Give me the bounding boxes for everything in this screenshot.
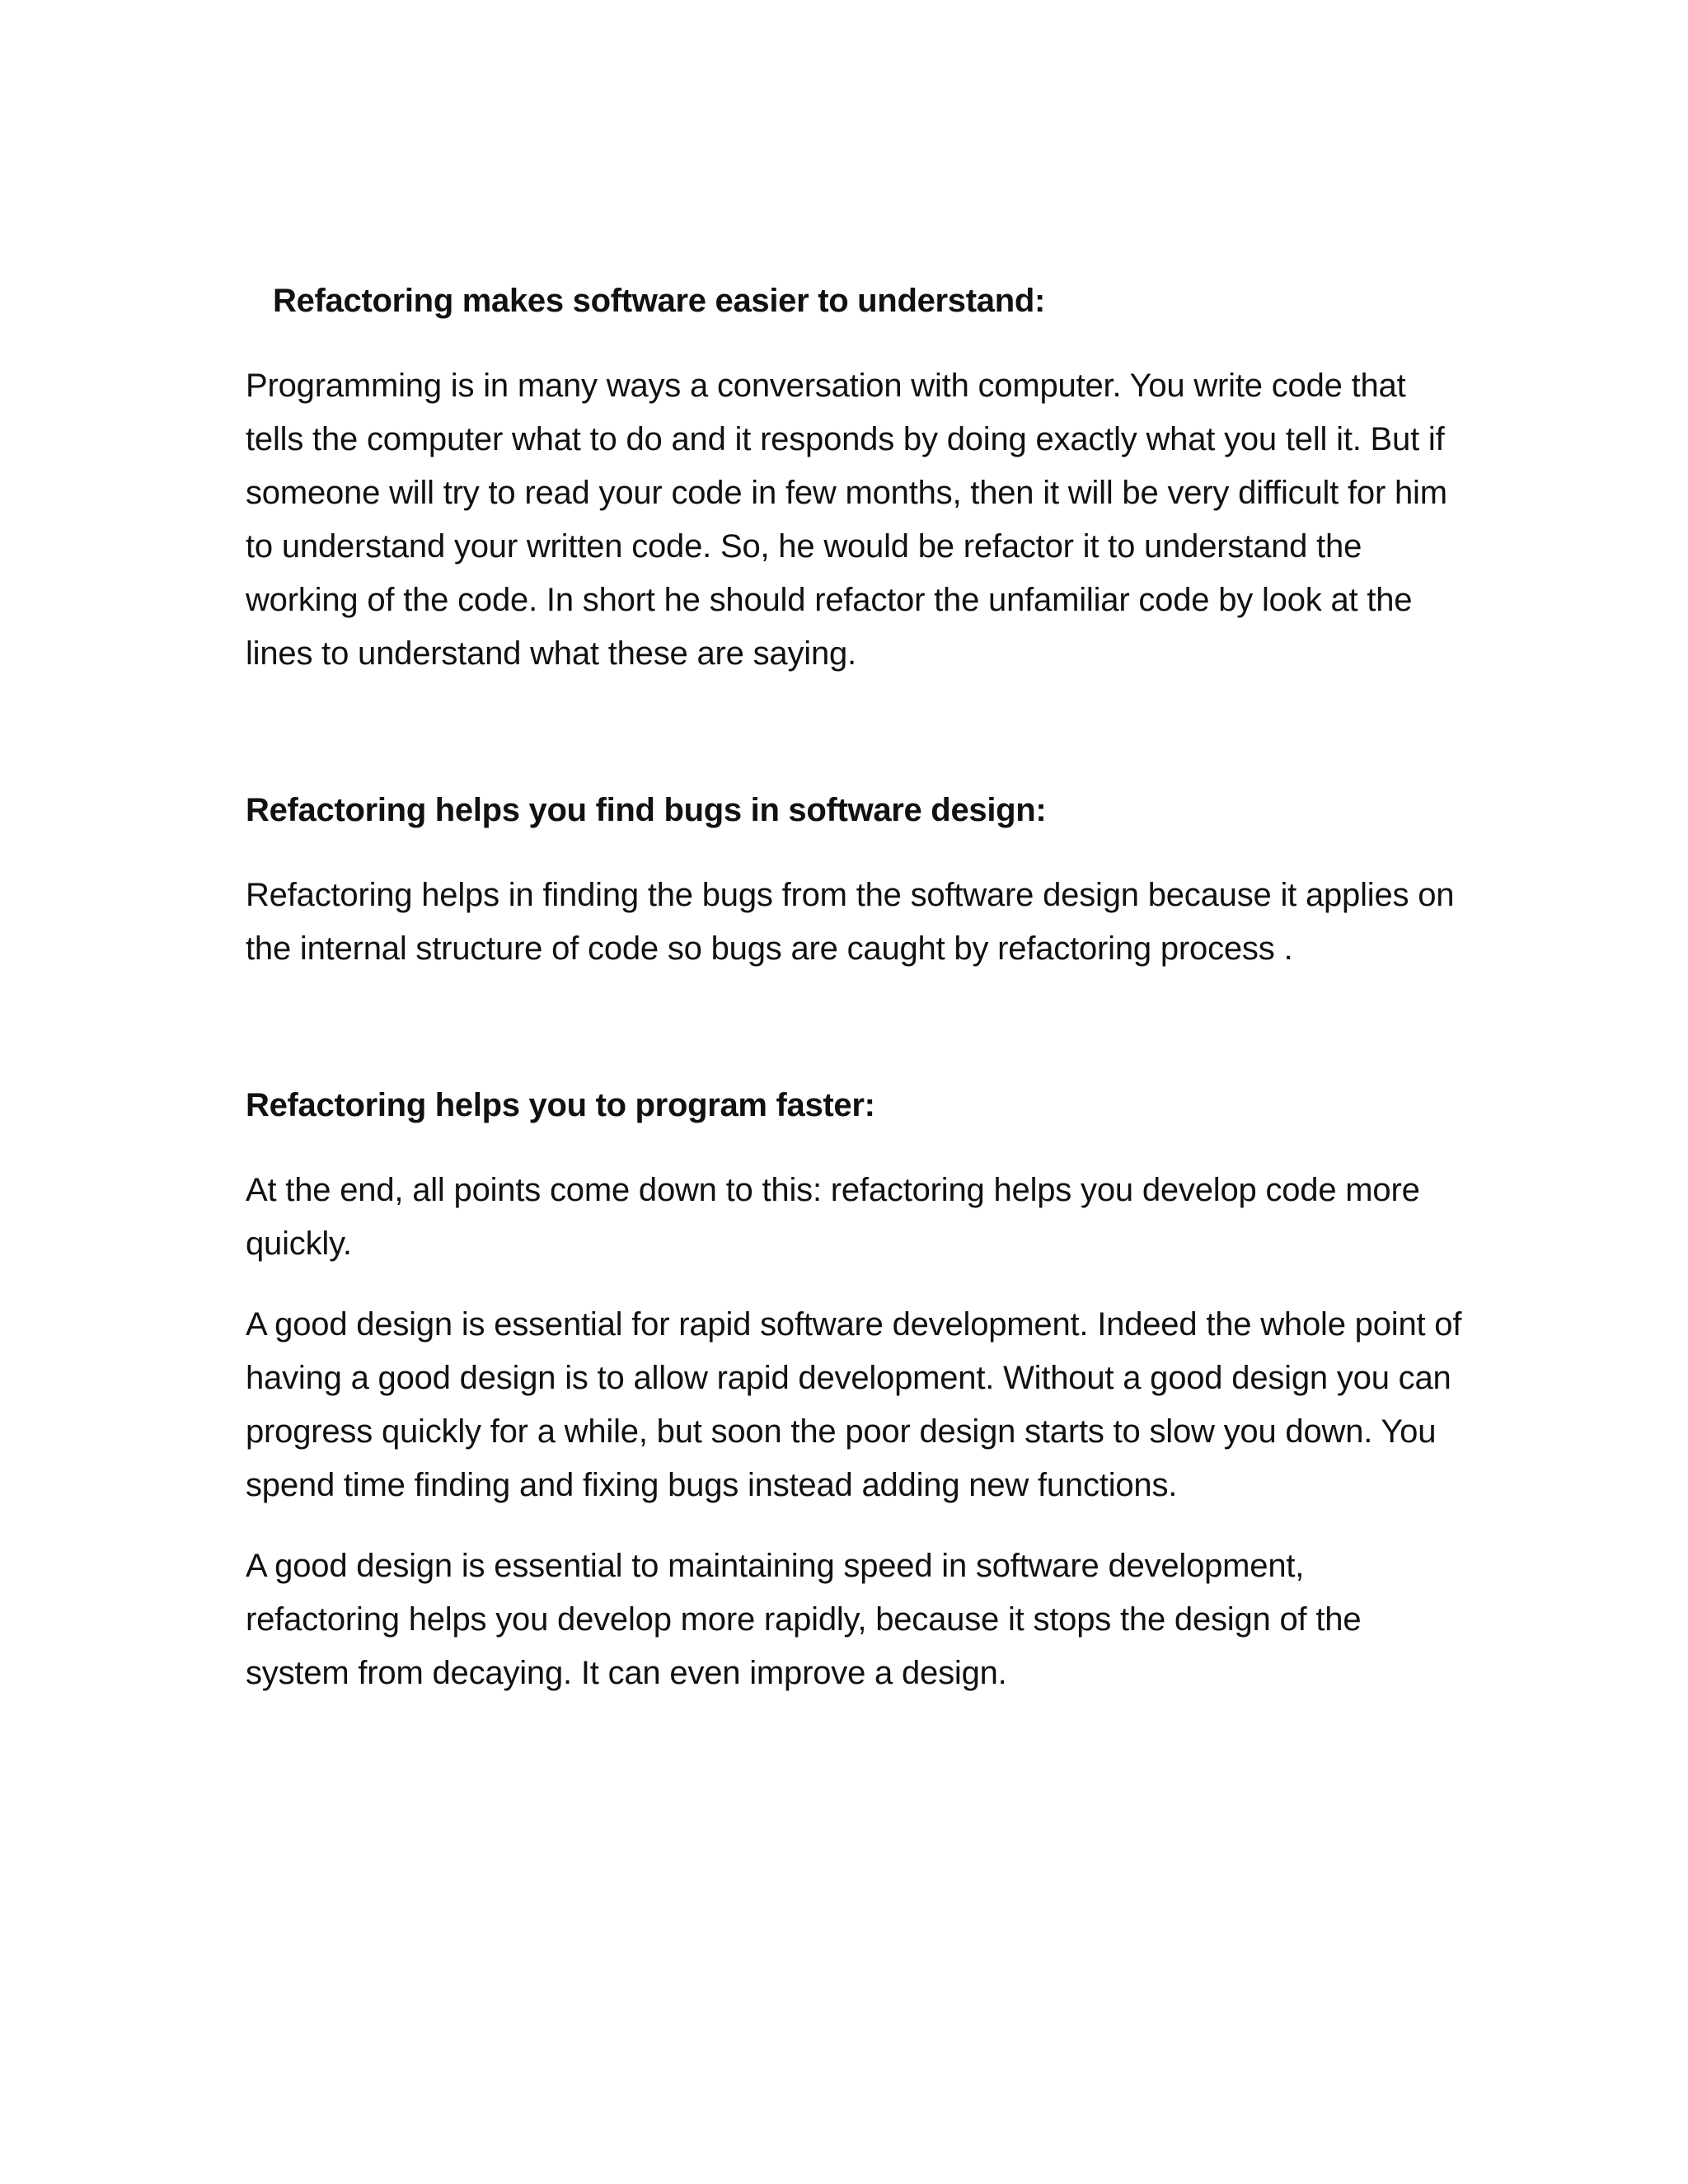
section-heading-bugs: Refactoring helps you find bugs in software design: [246,792,1047,828]
section-paragraph-bugs: Refactoring helps in finding the bugs from the software design because it applies on the internal structure of code so bugs are caught by refactoring process . [246,877,1455,967]
document-content [246,280,1465,1700]
section-paragraph-understand: Programming is in many ways a conversation with computer. You write code that tells the computer what to do and it responds by doing exactly what you tell it. But if someone will try to read your code in few months, then it will be very difficult for him to understand your written code. So, he would be refactor it to understand the working of the code. In short he should refactor the unfamiliar code by look at the lines to understand what these are saying. [246,368,1447,672]
section-paragraph-faster-2: A good design is essential for rapid software development. Indeed the whole point of having a good design is to allow rapid development. Without a good design you can progress quickly for a while, but soon the poor design starts to slow you down. You spend time finding and fixing bugs instead adding new functions. [246,1306,1462,1503]
section-heading-understand: Refactoring makes software easier to understand: [273,283,1045,319]
section-paragraph-faster-1: At the end, all points come down to this: refactoring helps you develop code more quickly. [246,1172,1420,1262]
section-paragraph-faster-3: A good design is essential to maintaining speed in software development, refactoring helps you develop more rapidly, because it stops the design of the system from decaying. It can even improve a design. [246,1548,1362,1691]
section-heading-faster: Refactoring helps you to program faster: [246,1087,875,1123]
